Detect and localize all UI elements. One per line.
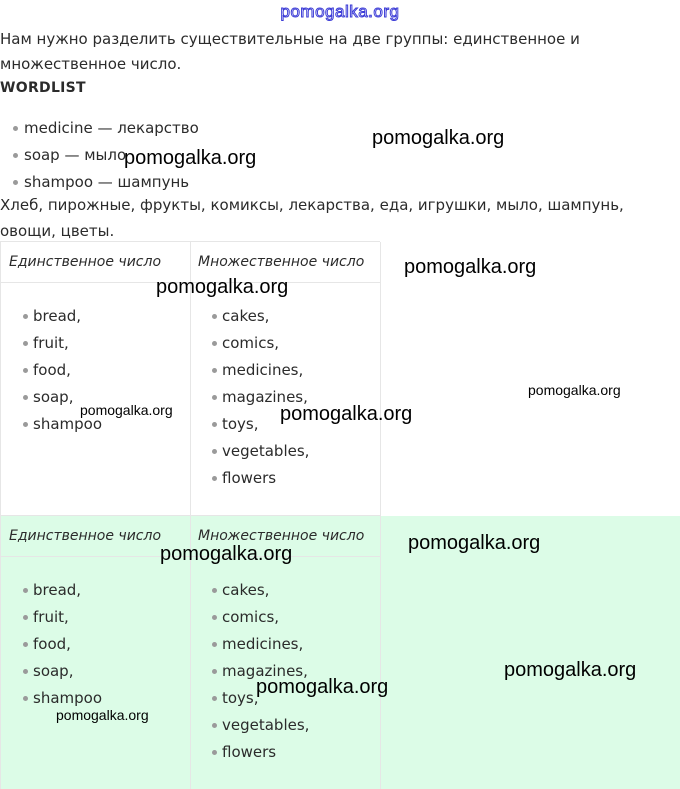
list-item: soap — мыло <box>0 143 199 170</box>
list-item: shampoo <box>1 686 102 713</box>
list-item: flowers <box>190 740 309 767</box>
list-item: medicine — лекарство <box>0 116 199 143</box>
watermark: pomogalka.org <box>256 676 389 698</box>
bullet-icon <box>212 750 217 755</box>
list-item: toys, <box>190 686 309 713</box>
list-item: cakes, <box>190 578 309 605</box>
bullet-icon <box>212 476 217 481</box>
bullet-icon <box>23 615 28 620</box>
list-item: bread, <box>1 304 102 331</box>
watermark: pomogalka.org <box>504 659 637 681</box>
list-item: fruit, <box>1 605 102 632</box>
bullet-icon <box>212 588 217 593</box>
wordlist-title: WORDLIST <box>0 80 86 96</box>
bullet-icon <box>212 723 217 728</box>
bullet-icon <box>23 341 28 346</box>
bullet-icon <box>212 696 217 701</box>
list-item: medicines, <box>190 358 309 385</box>
list-item: food, <box>1 632 102 659</box>
bullet-icon <box>212 615 217 620</box>
bullet-icon <box>13 153 18 158</box>
bullet-icon <box>23 314 28 319</box>
bullet-icon <box>23 368 28 373</box>
intro-text: Нам нужно разделить существительные на две группы: единственное и множественное число. <box>0 30 580 73</box>
watermark: pomogalka.org <box>280 403 413 425</box>
watermark: pomogalka.org <box>404 256 537 278</box>
watermark: pomogalka.org <box>372 127 505 149</box>
list-item: magazines, <box>190 385 309 412</box>
list-item: comics, <box>190 331 309 358</box>
watermark: pomogalka.org <box>80 402 173 418</box>
watermark: pomogalka.org <box>160 543 293 565</box>
bullet-icon <box>23 395 28 400</box>
list-item: bread, <box>1 578 102 605</box>
list-item: toys, <box>190 412 309 439</box>
bullet-icon <box>212 341 217 346</box>
bullet-icon <box>212 422 217 427</box>
singular-header: Единственное число <box>9 254 162 270</box>
list-item: cakes, <box>190 304 309 331</box>
watermark: pomogalka.org <box>156 276 289 298</box>
task-sentence: Хлеб, пирожные, фрукты, комиксы, лекарства, еда, игрушки, мыло, шампунь, овощи, цветы. <box>0 196 624 240</box>
bullet-icon <box>212 642 217 647</box>
list-item: soap, <box>1 385 102 412</box>
bullet-icon <box>13 180 18 185</box>
singular-header: Единственное число <box>9 528 162 544</box>
bullet-icon <box>212 669 217 674</box>
bullet-icon <box>23 696 28 701</box>
list-item: fruit, <box>1 331 102 358</box>
list-item: shampoo — шампунь <box>0 170 199 197</box>
bullet-icon <box>13 126 18 131</box>
list-item: vegetables, <box>190 713 309 740</box>
list-item: medicines, <box>190 632 309 659</box>
list-item: vegetables, <box>190 439 309 466</box>
list-item: flowers <box>190 466 309 493</box>
list-item: magazines, <box>190 659 309 686</box>
bullet-icon <box>212 449 217 454</box>
site-watermark-header: pomogalka.org <box>280 2 400 21</box>
bullet-icon <box>212 368 217 373</box>
bullet-icon <box>23 642 28 647</box>
list-item: shampoo <box>1 412 102 439</box>
bullet-icon <box>23 588 28 593</box>
watermark: pomogalka.org <box>528 382 621 398</box>
bullet-icon <box>212 314 217 319</box>
list-item: comics, <box>190 605 309 632</box>
bullet-icon <box>23 422 28 427</box>
list-item: food, <box>1 358 102 385</box>
bullet-icon <box>23 669 28 674</box>
bullet-icon <box>212 395 217 400</box>
list-item: soap, <box>1 659 102 686</box>
plural-header: Множественное число <box>198 528 365 544</box>
plural-header: Множественное число <box>198 254 365 270</box>
watermark: pomogalka.org <box>408 532 541 554</box>
watermark: pomogalka.org <box>56 707 149 723</box>
watermark: pomogalka.org <box>124 147 257 169</box>
